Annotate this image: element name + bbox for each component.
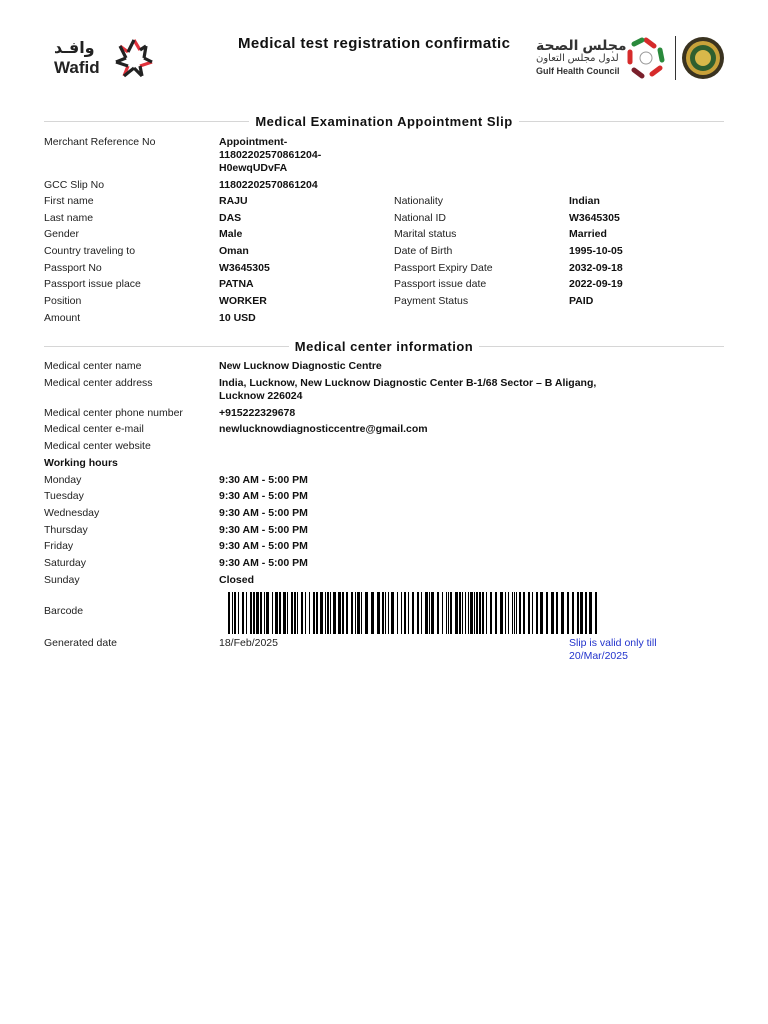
field-label: Date of Birth: [394, 245, 453, 257]
field-value: 2032-09-18: [569, 262, 623, 274]
barcode-bar: [401, 592, 402, 634]
barcode-bar: [495, 592, 497, 634]
barcode-bar: [448, 592, 449, 634]
field-value: Married: [569, 228, 607, 240]
field-value: Oman: [219, 245, 249, 257]
barcode-bar: [431, 592, 434, 634]
day-label: Saturday: [44, 557, 87, 569]
field-value: Indian: [569, 195, 600, 207]
barcode-bar: [577, 592, 579, 634]
barcode-bar: [232, 592, 233, 634]
barcode-bar: [536, 592, 538, 634]
day-label: Wednesday: [44, 507, 100, 519]
ghc-english-name: Gulf Health Council: [536, 66, 620, 76]
center-address-label: Medical center address: [44, 377, 153, 389]
barcode-bar: [301, 592, 303, 634]
field-label: Country traveling to: [44, 245, 136, 257]
barcode-bar: [327, 592, 329, 634]
center-email-label: Medical center e-mail: [44, 423, 144, 435]
barcode-bar: [279, 592, 281, 634]
page-title: Medical test registration confirmatic: [238, 35, 511, 52]
barcode-bar: [490, 592, 492, 634]
center-phone-label: Medical center phone number: [44, 407, 183, 419]
barcode-bar: [519, 592, 521, 634]
field-label: Payment Status: [394, 295, 469, 307]
barcode-bar: [580, 592, 583, 634]
barcode-bar: [546, 592, 548, 634]
barcode-bar: [429, 592, 430, 634]
field-label: Passport issue place: [44, 278, 141, 290]
center-name-label: Medical center name: [44, 360, 142, 372]
barcode-bar: [238, 592, 239, 634]
field-label: Position: [44, 295, 82, 307]
barcode-bar: [465, 592, 466, 634]
field-value: RAJU: [219, 195, 248, 207]
gcc-slip-label: GCC Slip No: [44, 179, 105, 191]
barcode-bar: [572, 592, 574, 634]
barcode-bar: [250, 592, 252, 634]
field-value: DAS: [219, 212, 242, 224]
merchant-ref-line: 11802202570861204-: [219, 149, 322, 161]
barcode-bar: [234, 592, 236, 634]
barcode-bar: [355, 592, 356, 634]
barcode-bar: [385, 592, 386, 634]
barcode-bar: [377, 592, 380, 634]
barcode-bar: [450, 592, 452, 634]
merchant-ref-line: Appointment-: [219, 136, 288, 148]
barcode-bar: [391, 592, 394, 634]
barcode-bar: [408, 592, 409, 634]
day-hours: Closed: [219, 574, 255, 586]
generated-date-label: Generated date: [44, 637, 117, 649]
barcode-bar: [561, 592, 564, 634]
section-title: Medical Examination Appointment Slip: [255, 113, 513, 129]
barcode-bar: [474, 592, 475, 634]
barcode-bar: [412, 592, 414, 634]
barcode-bar: [297, 592, 298, 634]
barcode-label: Barcode: [44, 605, 84, 617]
barcode-bar: [346, 592, 348, 634]
barcode-bar: [283, 592, 286, 634]
barcode-bar: [264, 592, 265, 634]
barcode-bar: [404, 592, 406, 634]
barcode-bar: [532, 592, 533, 634]
barcode-bar: [446, 592, 447, 634]
day-hours: 9:30 AM - 5:00 PM: [219, 540, 308, 552]
amount-value: 10 USD: [219, 312, 256, 324]
barcode-bar: [482, 592, 484, 634]
field-value: WORKER: [219, 295, 267, 307]
field-label: Passport No: [44, 262, 102, 274]
address-line: Lucknow 226024: [219, 390, 303, 402]
ghc-arabic-title: مجلس الصحة: [536, 37, 627, 53]
barcode-bar: [365, 592, 368, 634]
center-phone-value: +915222329678: [219, 407, 296, 419]
validity-note: [569, 637, 657, 663]
barcode-bar: [246, 592, 247, 634]
barcode-bar: [470, 592, 473, 634]
barcode-bar: [260, 592, 262, 634]
barcode-bar: [338, 592, 341, 634]
ghc-arabic-subtitle: لدول مجلس التعاون: [536, 53, 619, 64]
barcode-bar: [476, 592, 478, 634]
merchant-ref-value: [219, 136, 321, 175]
ghc-star-icon: [624, 36, 668, 80]
barcode-bar: [361, 592, 362, 634]
center-website-label: Medical center website: [44, 440, 151, 452]
address-line: India, Lucknow, New Lucknow Diagnostic Center B-1/68 Sector – B Aligang,: [219, 377, 597, 389]
barcode-bar: [305, 592, 306, 634]
barcode-bar: [294, 592, 296, 634]
amount-label: Amount: [44, 312, 81, 324]
field-value: W3645305: [219, 262, 270, 274]
barcode-bar: [325, 592, 326, 634]
header-divider: [675, 36, 676, 80]
barcode-bar: [468, 592, 469, 634]
barcode-bar: [540, 592, 543, 634]
day-hours: 9:30 AM - 5:00 PM: [219, 524, 308, 536]
center-address-value: [219, 377, 596, 403]
barcode-bar: [595, 592, 597, 634]
barcode-bar: [313, 592, 315, 634]
merchant-ref-label: Merchant Reference No: [44, 136, 156, 148]
barcode-bar: [256, 592, 259, 634]
barcode-bar: [382, 592, 384, 634]
day-hours: 9:30 AM - 5:00 PM: [219, 557, 308, 569]
wafid-logo-arabic: وافـد: [54, 40, 95, 57]
barcode-bar: [291, 592, 293, 634]
day-label: Tuesday: [44, 490, 84, 502]
barcode-bar: [330, 592, 331, 634]
barcode-bar: [442, 592, 443, 634]
field-value: Male: [219, 228, 243, 240]
barcode-bar: [351, 592, 353, 634]
field-value: 1995-10-05: [569, 245, 623, 257]
barcode-bar: [320, 592, 323, 634]
generated-date-value: 18/Feb/2025: [219, 637, 278, 649]
barcode-bar: [508, 592, 509, 634]
field-label: Passport issue date: [394, 278, 487, 290]
barcode-bar: [585, 592, 587, 634]
barcode-bar: [437, 592, 439, 634]
field-label: National ID: [394, 212, 446, 224]
barcode-bar: [316, 592, 318, 634]
wafid-star-icon: [110, 36, 158, 80]
barcode-bar: [462, 592, 463, 634]
field-value: PATNA: [219, 278, 254, 290]
barcode-bar: [528, 592, 530, 634]
field-label: Last name: [44, 212, 94, 224]
center-name-value: New Lucknow Diagnostic Centre: [219, 360, 382, 372]
barcode-bar: [500, 592, 503, 634]
working-hours-heading: Working hours: [44, 457, 118, 469]
field-label: First name: [44, 195, 94, 207]
wafid-logo-text: Wafid: [54, 58, 100, 77]
barcode-bar: [556, 592, 558, 634]
barcode-bar: [266, 592, 269, 634]
barcode-bar: [486, 592, 487, 634]
field-label: Passport Expiry Date: [394, 262, 493, 274]
day-label: Monday: [44, 474, 82, 486]
gcc-emblem-icon: [681, 36, 725, 80]
barcode-bar: [567, 592, 569, 634]
section-title: Medical center information: [294, 338, 474, 354]
barcode-bar: [287, 592, 288, 634]
day-label: Sunday: [44, 574, 80, 586]
validity-line: Slip is valid only till: [569, 637, 657, 649]
barcode-bar: [516, 592, 517, 634]
day-hours: 9:30 AM - 5:00 PM: [219, 490, 308, 502]
barcode-bar: [272, 592, 273, 634]
barcode-bar: [242, 592, 244, 634]
barcode-bar: [275, 592, 278, 634]
barcode: [228, 592, 598, 634]
barcode-bar: [228, 592, 230, 634]
barcode-bar: [551, 592, 554, 634]
barcode-bar: [512, 592, 513, 634]
barcode-bar: [589, 592, 592, 634]
merchant-ref-line: H0ewqUDvFA: [219, 162, 288, 174]
day-label: Friday: [44, 540, 74, 552]
field-label: Marital status: [394, 228, 457, 240]
barcode-bar: [253, 592, 255, 634]
validity-line: 20/Mar/2025: [569, 650, 628, 662]
barcode-bar: [505, 592, 506, 634]
center-email-value: newlucknowdiagnosticcentre@gmail.com: [219, 423, 428, 435]
barcode-bar: [417, 592, 419, 634]
barcode-bar: [421, 592, 422, 634]
medical-center-heading: [44, 338, 724, 354]
day-hours: 9:30 AM - 5:00 PM: [219, 474, 308, 486]
field-label: Nationality: [394, 195, 444, 207]
barcode-bar: [459, 592, 461, 634]
barcode-bar: [514, 592, 515, 634]
field-value: W3645305: [569, 212, 620, 224]
barcode-bar: [309, 592, 310, 634]
barcode-bar: [388, 592, 389, 634]
field-label: Gender: [44, 228, 80, 240]
field-value: PAID: [569, 295, 594, 307]
barcode-bar: [425, 592, 428, 634]
barcode-bar: [523, 592, 525, 634]
barcode-bar: [357, 592, 360, 634]
barcode-bar: [342, 592, 344, 634]
barcode-bar: [333, 592, 336, 634]
day-hours: 9:30 AM - 5:00 PM: [219, 507, 308, 519]
field-value: 2022-09-19: [569, 278, 623, 290]
appointment-slip-heading: [44, 113, 724, 129]
barcode-bar: [397, 592, 398, 634]
gcc-slip-value: 11802202570861204: [219, 179, 318, 191]
barcode-bar: [455, 592, 458, 634]
day-label: Thursday: [44, 524, 88, 536]
barcode-bar: [479, 592, 481, 634]
barcode-bar: [371, 592, 374, 634]
